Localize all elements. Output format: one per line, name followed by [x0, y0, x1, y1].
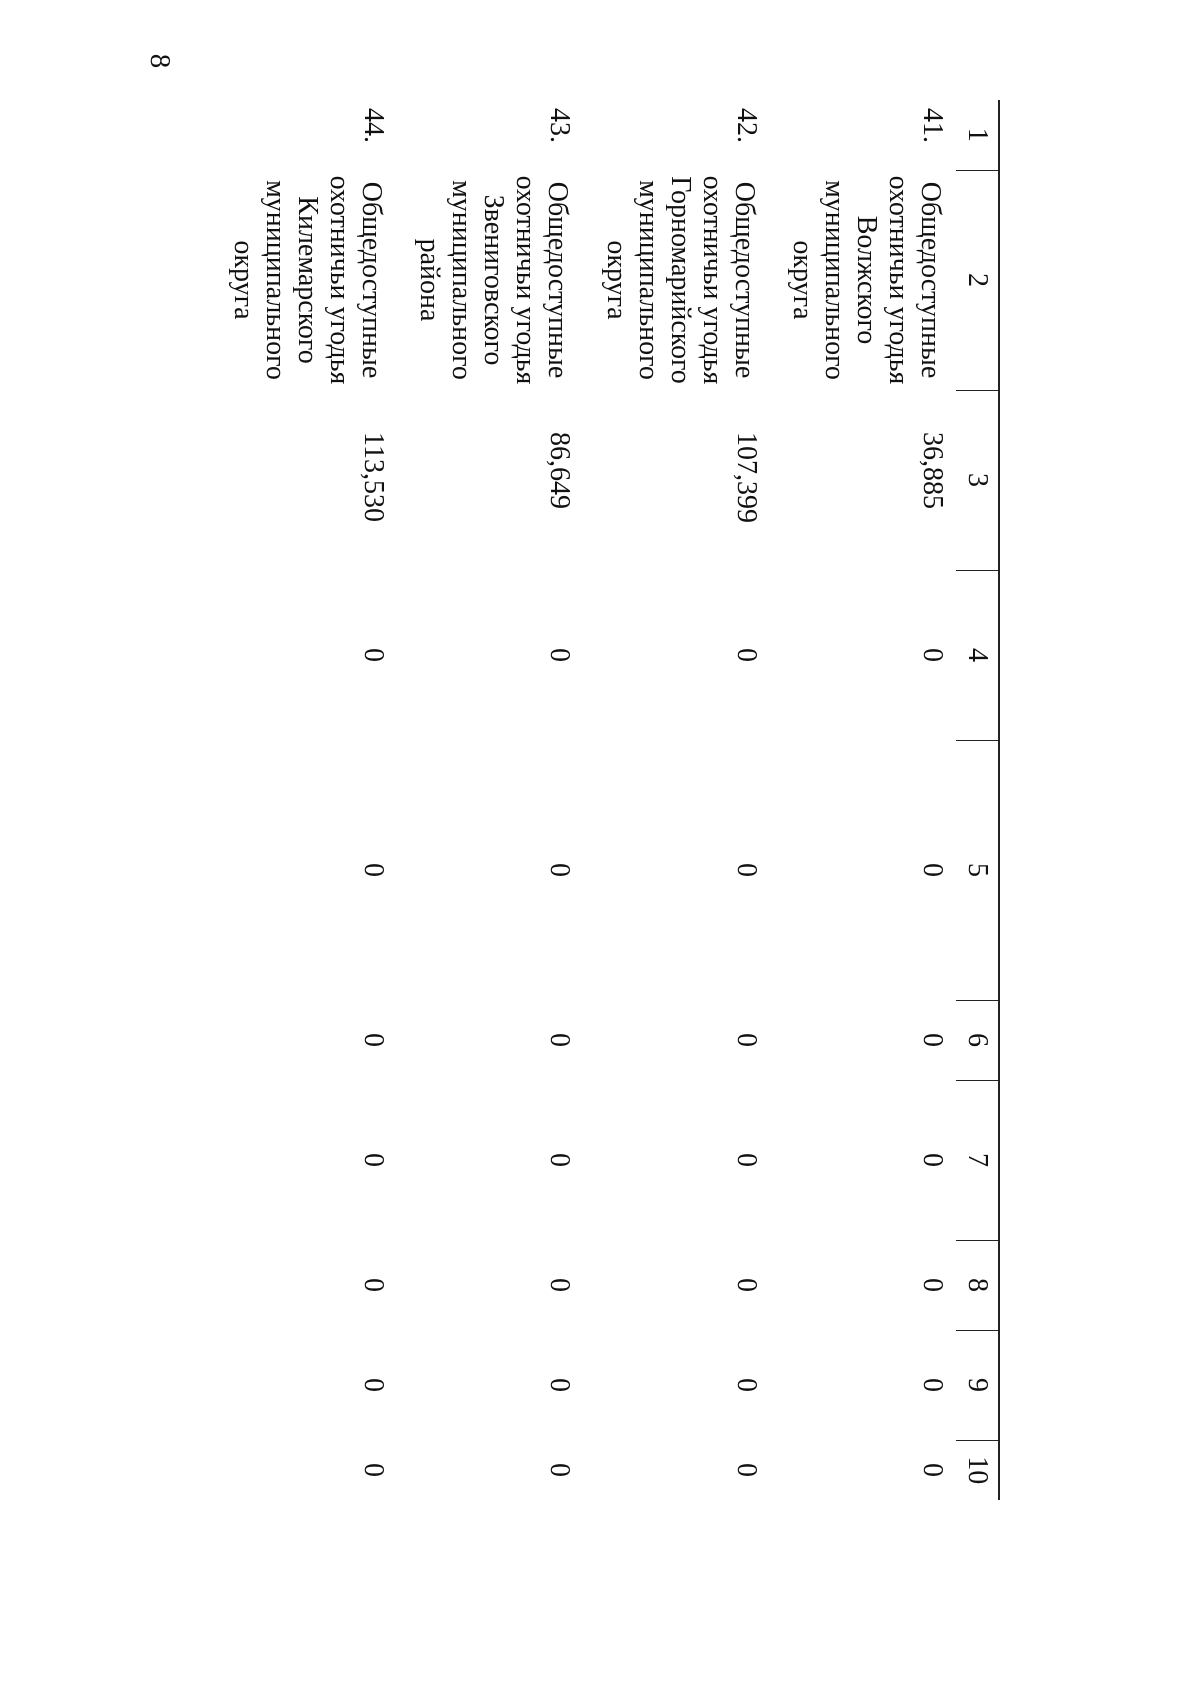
row-name-line: Общедоступные	[542, 181, 573, 379]
column-header-9: 9	[956, 1330, 999, 1440]
table-row	[770, 100, 956, 1500]
row-value-col7: 0	[358, 1153, 389, 1167]
row-name	[397, 170, 583, 390]
row-value-col10: 0	[358, 1463, 389, 1477]
row-value-col6: 0	[544, 1033, 575, 1047]
column-header-7: 7	[956, 1080, 999, 1240]
row-value-col6: 0	[731, 1033, 762, 1047]
row-value-col4: 0	[917, 648, 948, 662]
row-value-col9: 0	[731, 1378, 762, 1392]
row-name-line: Общедоступные	[915, 181, 946, 379]
row-name-line: охотничьи угодья	[324, 175, 355, 385]
column-header-3: 3	[956, 390, 999, 570]
row-value-col5: 0	[917, 863, 948, 877]
row-area: 107,399	[731, 432, 762, 523]
row-value-col10: 0	[544, 1463, 575, 1477]
column-header-8: 8	[956, 1240, 999, 1330]
row-value-col5: 0	[358, 863, 389, 877]
row-name	[583, 170, 770, 390]
row-value-col8: 0	[917, 1278, 948, 1292]
row-value-col5: 0	[731, 863, 762, 877]
column-header-1: 1	[956, 100, 999, 170]
table-row	[397, 100, 583, 1500]
row-name-line: округа	[787, 240, 818, 320]
column-header-6: 6	[956, 1000, 999, 1080]
row-value-col9: 0	[544, 1378, 575, 1392]
column-header-4: 4	[956, 570, 999, 740]
row-value-col4: 0	[358, 648, 389, 662]
row-area: 36,885	[917, 432, 948, 509]
column-header-2: 2	[956, 170, 999, 390]
row-name-line: Горномарийского	[665, 176, 696, 384]
row-name-line: муниципального	[819, 180, 850, 380]
row-name-line: Волжского	[851, 215, 882, 345]
row-number: 44.	[358, 108, 389, 143]
row-name-line: района	[414, 238, 445, 322]
row-value-col9: 0	[917, 1378, 948, 1392]
column-header-10: 10	[956, 1440, 999, 1500]
row-value-col6: 0	[917, 1033, 948, 1047]
row-name-line: охотничьи угодья	[883, 175, 914, 385]
row-value-col6: 0	[358, 1033, 389, 1047]
row-value-col7: 0	[917, 1153, 948, 1167]
row-value-col8: 0	[358, 1278, 389, 1292]
row-name-line: муниципального	[260, 180, 291, 380]
page-number: 8	[144, 53, 176, 69]
hunting-grounds-table	[187, 100, 1000, 1500]
table-header-row	[956, 100, 999, 1500]
row-name-line: Звениговского	[478, 194, 509, 366]
table-row	[187, 100, 397, 1500]
row-number: 43.	[544, 108, 575, 143]
row-name	[770, 170, 956, 390]
row-name-line: Килемарского	[292, 196, 323, 364]
row-name-line: охотничьи угодья	[697, 175, 728, 385]
row-value-col10: 0	[917, 1463, 948, 1477]
row-value-col4: 0	[544, 648, 575, 662]
row-name-line: охотничьи угодья	[510, 175, 541, 385]
row-area: 113,530	[358, 432, 389, 522]
row-name-line: муниципального	[633, 180, 664, 380]
table-row	[583, 100, 770, 1500]
row-name-line: муниципального	[446, 180, 477, 380]
row-value-col8: 0	[544, 1278, 575, 1292]
row-name-line: Общедоступные	[356, 181, 387, 379]
row-number: 42.	[731, 108, 762, 143]
rotated-table-sheet	[200, 100, 1000, 1500]
column-header-5: 5	[956, 740, 999, 1000]
row-name	[187, 170, 397, 390]
row-value-col9: 0	[358, 1378, 389, 1392]
row-value-col7: 0	[544, 1153, 575, 1167]
row-name-line: округа	[601, 240, 632, 320]
row-value-col10: 0	[731, 1463, 762, 1477]
row-value-col4: 0	[731, 648, 762, 662]
row-value-col5: 0	[544, 863, 575, 877]
row-name-line: округа	[228, 240, 259, 320]
row-number: 41.	[917, 108, 948, 143]
row-value-col8: 0	[731, 1278, 762, 1292]
row-name-line: Общедоступные	[729, 181, 760, 379]
row-area: 86,649	[544, 432, 575, 509]
row-value-col7: 0	[731, 1153, 762, 1167]
